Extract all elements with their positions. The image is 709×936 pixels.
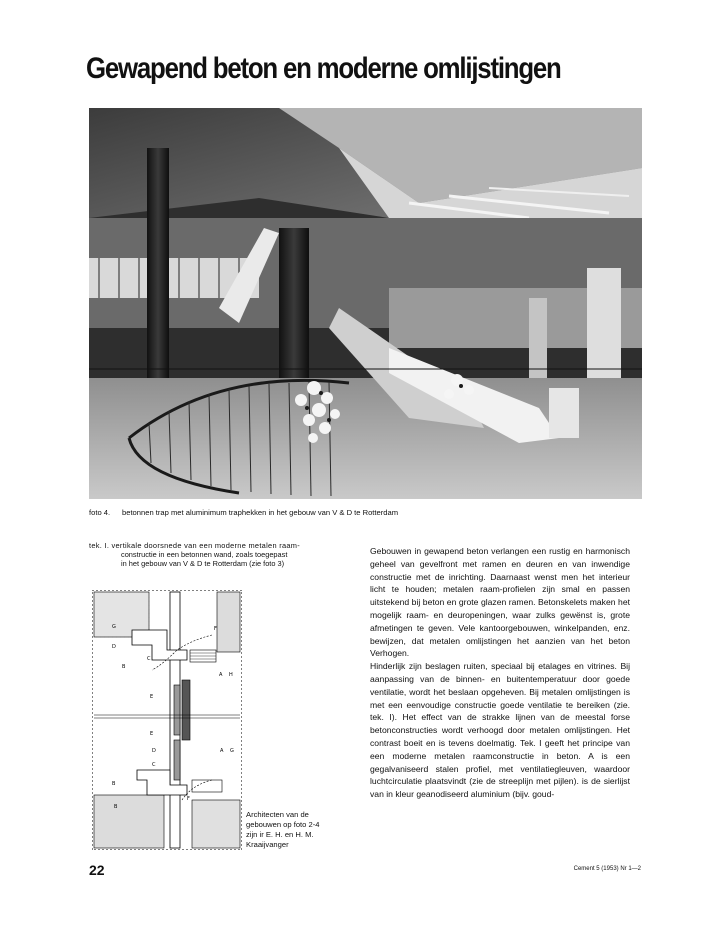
drawing-caption-line: tek. I. vertikale doorsnede van een moderne metalen raam-	[89, 541, 301, 550]
architects-line: zijn ir E. H. en H. M.	[246, 830, 314, 839]
drawing-label: B	[114, 804, 118, 810]
drawing-label: H	[229, 672, 233, 678]
drawing-label: G	[230, 748, 234, 754]
drawing-label: F	[187, 796, 190, 802]
article-body	[370, 545, 630, 801]
drawing-caption-line: in het gebouw van V & D te Rotterdam (zie foto 3)	[121, 559, 285, 568]
drawing-label: E	[150, 694, 154, 700]
body-paragraph: Gebouwen in gewapend beton verlangen een rustig en harmonisch geheel van gevelfront met ramen en deuren en van inwendige constructie met de inrichting. Daarnaast wenst men het interieur licht te houden; metalen raam-profielen zijn smal en passen uitstekend bij beton en grote glazen ramen. Betonskelets maken het mogelijk raam- en deuropeningen, waar zulks gewënst is, grote afmetingen te geven. Vele kantoorgebouwen, winkelpanden, enz. bewijzen, dat metalen omlijstingen het aanzien van het beton Verhogen.	[370, 546, 630, 659]
drawing-label: B	[122, 664, 126, 670]
drawing-label: A	[219, 672, 223, 678]
photo-caption-text: betonnen trap met aluminimum traphekken in het gebouw van V & D te Rotterdam	[122, 508, 399, 517]
drawing-caption	[89, 541, 335, 568]
section-drawing	[92, 590, 242, 850]
drawing-label: C	[152, 762, 156, 768]
page-number: 22	[89, 862, 105, 878]
photo-caption	[89, 508, 398, 517]
drawing-label: E	[150, 731, 154, 737]
drawing-label: D	[112, 644, 116, 650]
drawing-label: B	[112, 781, 116, 787]
escalator-photo	[89, 108, 642, 499]
body-paragraph: Hinderlijk zijn beslagen ruiten, speciaal bij etalages en vitrines. Bij aanpassing van de binnen- en buitentemperatuur door goede ventilatie, wordt het beslaan opgeheven. Bij metalen omlijstingen is met een eenvoudige constructie goede ventilatie te bereiken (zie. tek. I). Het effect van de strakke lijnen van de meestal forse betonconstructies wordt verhoogd door metalen omlijstingen. Het contrast boeit en is tevens doelmatig. Tek. I geeft het principe van een moderne metalen raamconstructie in beton. A is een gegalvaniseerd stalen profiel, met ventilatiegleuven, waardoor luchtcirculatie plaatsvindt (zie de streeplijn met pijlen). is de sierlijst van in kleur geanodiseerd aluminium (bijv. goud-	[370, 661, 630, 800]
drawing-caption-line: constructie in een betonnen wand, zoals toegepast	[121, 550, 288, 559]
architects-line: Architecten van de	[246, 810, 309, 819]
drawing-label: D	[152, 748, 156, 754]
architects-note	[246, 810, 340, 850]
architects-line: gebouwen op foto 2-4	[246, 820, 320, 829]
drawing-label: G	[112, 624, 116, 630]
page-title: Gewapend beton en moderne omlijstingen	[86, 52, 561, 85]
architects-line: Kraaijvanger	[246, 840, 289, 849]
drawing-label: F	[214, 626, 217, 632]
photo-caption-label: foto 4.	[89, 508, 111, 517]
drawing-label: A	[220, 748, 224, 754]
drawing-label: C	[147, 656, 151, 662]
journal-reference: Cement 5 (1953) Nr 1—2	[573, 866, 641, 872]
